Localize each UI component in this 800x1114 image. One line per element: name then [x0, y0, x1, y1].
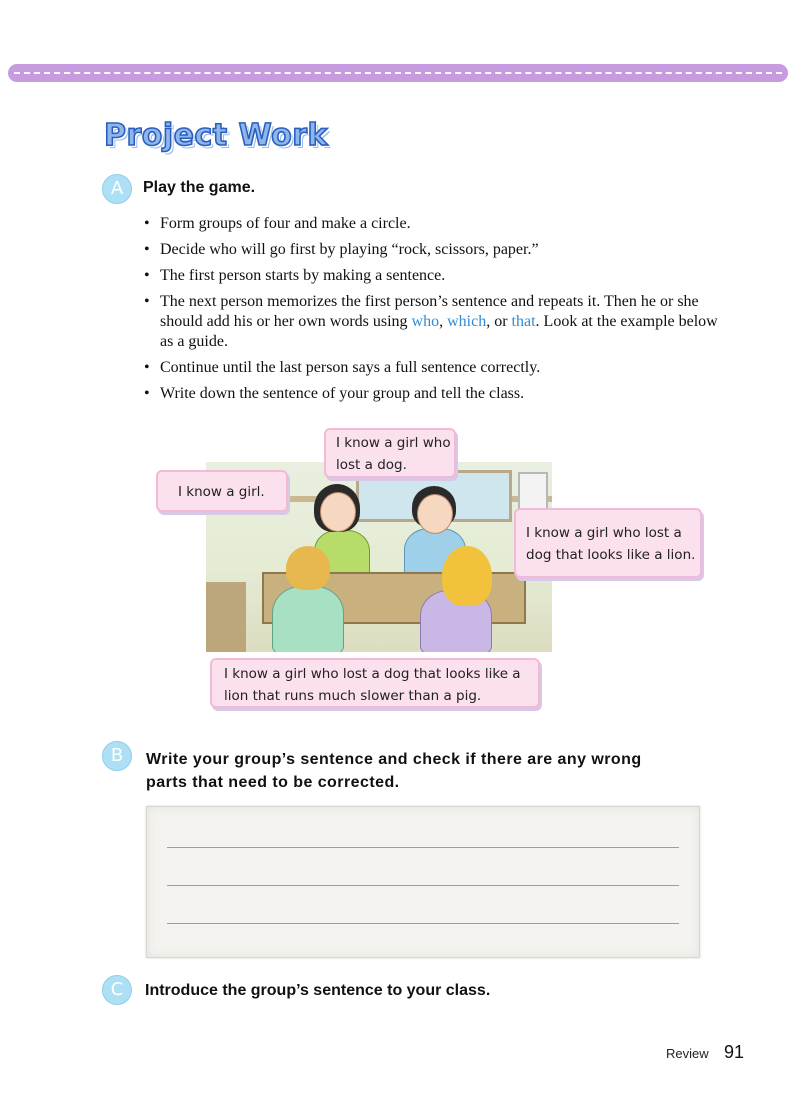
- student-face: [320, 492, 356, 532]
- writing-area[interactable]: [146, 806, 700, 958]
- list-item: • The first person starts by making a sentence.: [142, 266, 722, 286]
- student-hair: [286, 546, 330, 590]
- list-item: • Form groups of four and make a circle.: [142, 214, 722, 234]
- keyword-that: that: [511, 313, 536, 330]
- page-number: 91: [724, 1042, 745, 1062]
- speech-bubble-4: [210, 658, 540, 708]
- writing-line[interactable]: [167, 923, 679, 924]
- section-a-heading: Play the game.: [143, 179, 256, 196]
- section-a-badge: A: [102, 174, 132, 204]
- speech-bubble-2: [324, 428, 456, 478]
- section-b-heading-line: parts that need to be corrected.: [146, 774, 400, 791]
- speech-bubble-1: [156, 470, 288, 512]
- writing-line[interactable]: [167, 885, 679, 886]
- keyword-which: which: [447, 313, 487, 330]
- speech-line: lost a dog.: [336, 457, 407, 473]
- student-face: [417, 494, 453, 534]
- speech-line: dog that looks like a lion.: [526, 547, 696, 563]
- speech-line: I know a girl who: [336, 435, 451, 451]
- speech-line: I know a girl who lost a dog that looks like a: [224, 666, 521, 682]
- list-item: [142, 292, 722, 352]
- speech-bubble-3: [514, 508, 702, 578]
- page-title: Project Work: [104, 118, 328, 153]
- list-item: • Continue until the last person says a full sentence correctly.: [142, 358, 722, 378]
- section-b-heading-line: Write your group’s sentence and check if there are any wrong: [146, 751, 642, 768]
- separator: ,: [439, 313, 448, 330]
- student-shirt: [272, 586, 344, 652]
- speech-line: lion that runs much slower than a pig.: [224, 688, 482, 704]
- list-item-text: . Look at the example below as a guide.: [160, 313, 718, 350]
- section-b-badge: B: [102, 741, 132, 771]
- list-item-text: The next person memorizes the first person’s sentence and repeats it. Then he or she should add his or her own words using: [160, 293, 699, 330]
- instruction-list: [142, 214, 722, 410]
- side-desk: [206, 582, 246, 652]
- student-hair: [442, 546, 492, 606]
- list-item: • Write down the sentence of your group and tell the class.: [142, 384, 722, 404]
- separator: , or: [486, 313, 512, 330]
- writing-line[interactable]: [167, 847, 679, 848]
- speech-line: I know a girl.: [178, 484, 265, 500]
- section-c-heading: Introduce the group’s sentence to your class.: [145, 982, 491, 999]
- speech-line: I know a girl who lost a: [526, 525, 682, 541]
- top-decorative-band: [8, 64, 788, 82]
- section-b-heading: [146, 748, 706, 794]
- section-c-badge: C: [102, 975, 132, 1005]
- footer-section-label: Review: [666, 1046, 709, 1061]
- list-item: • Decide who will go first by playing “rock, scissors, paper.”: [142, 240, 722, 260]
- keyword-who: who: [411, 313, 440, 330]
